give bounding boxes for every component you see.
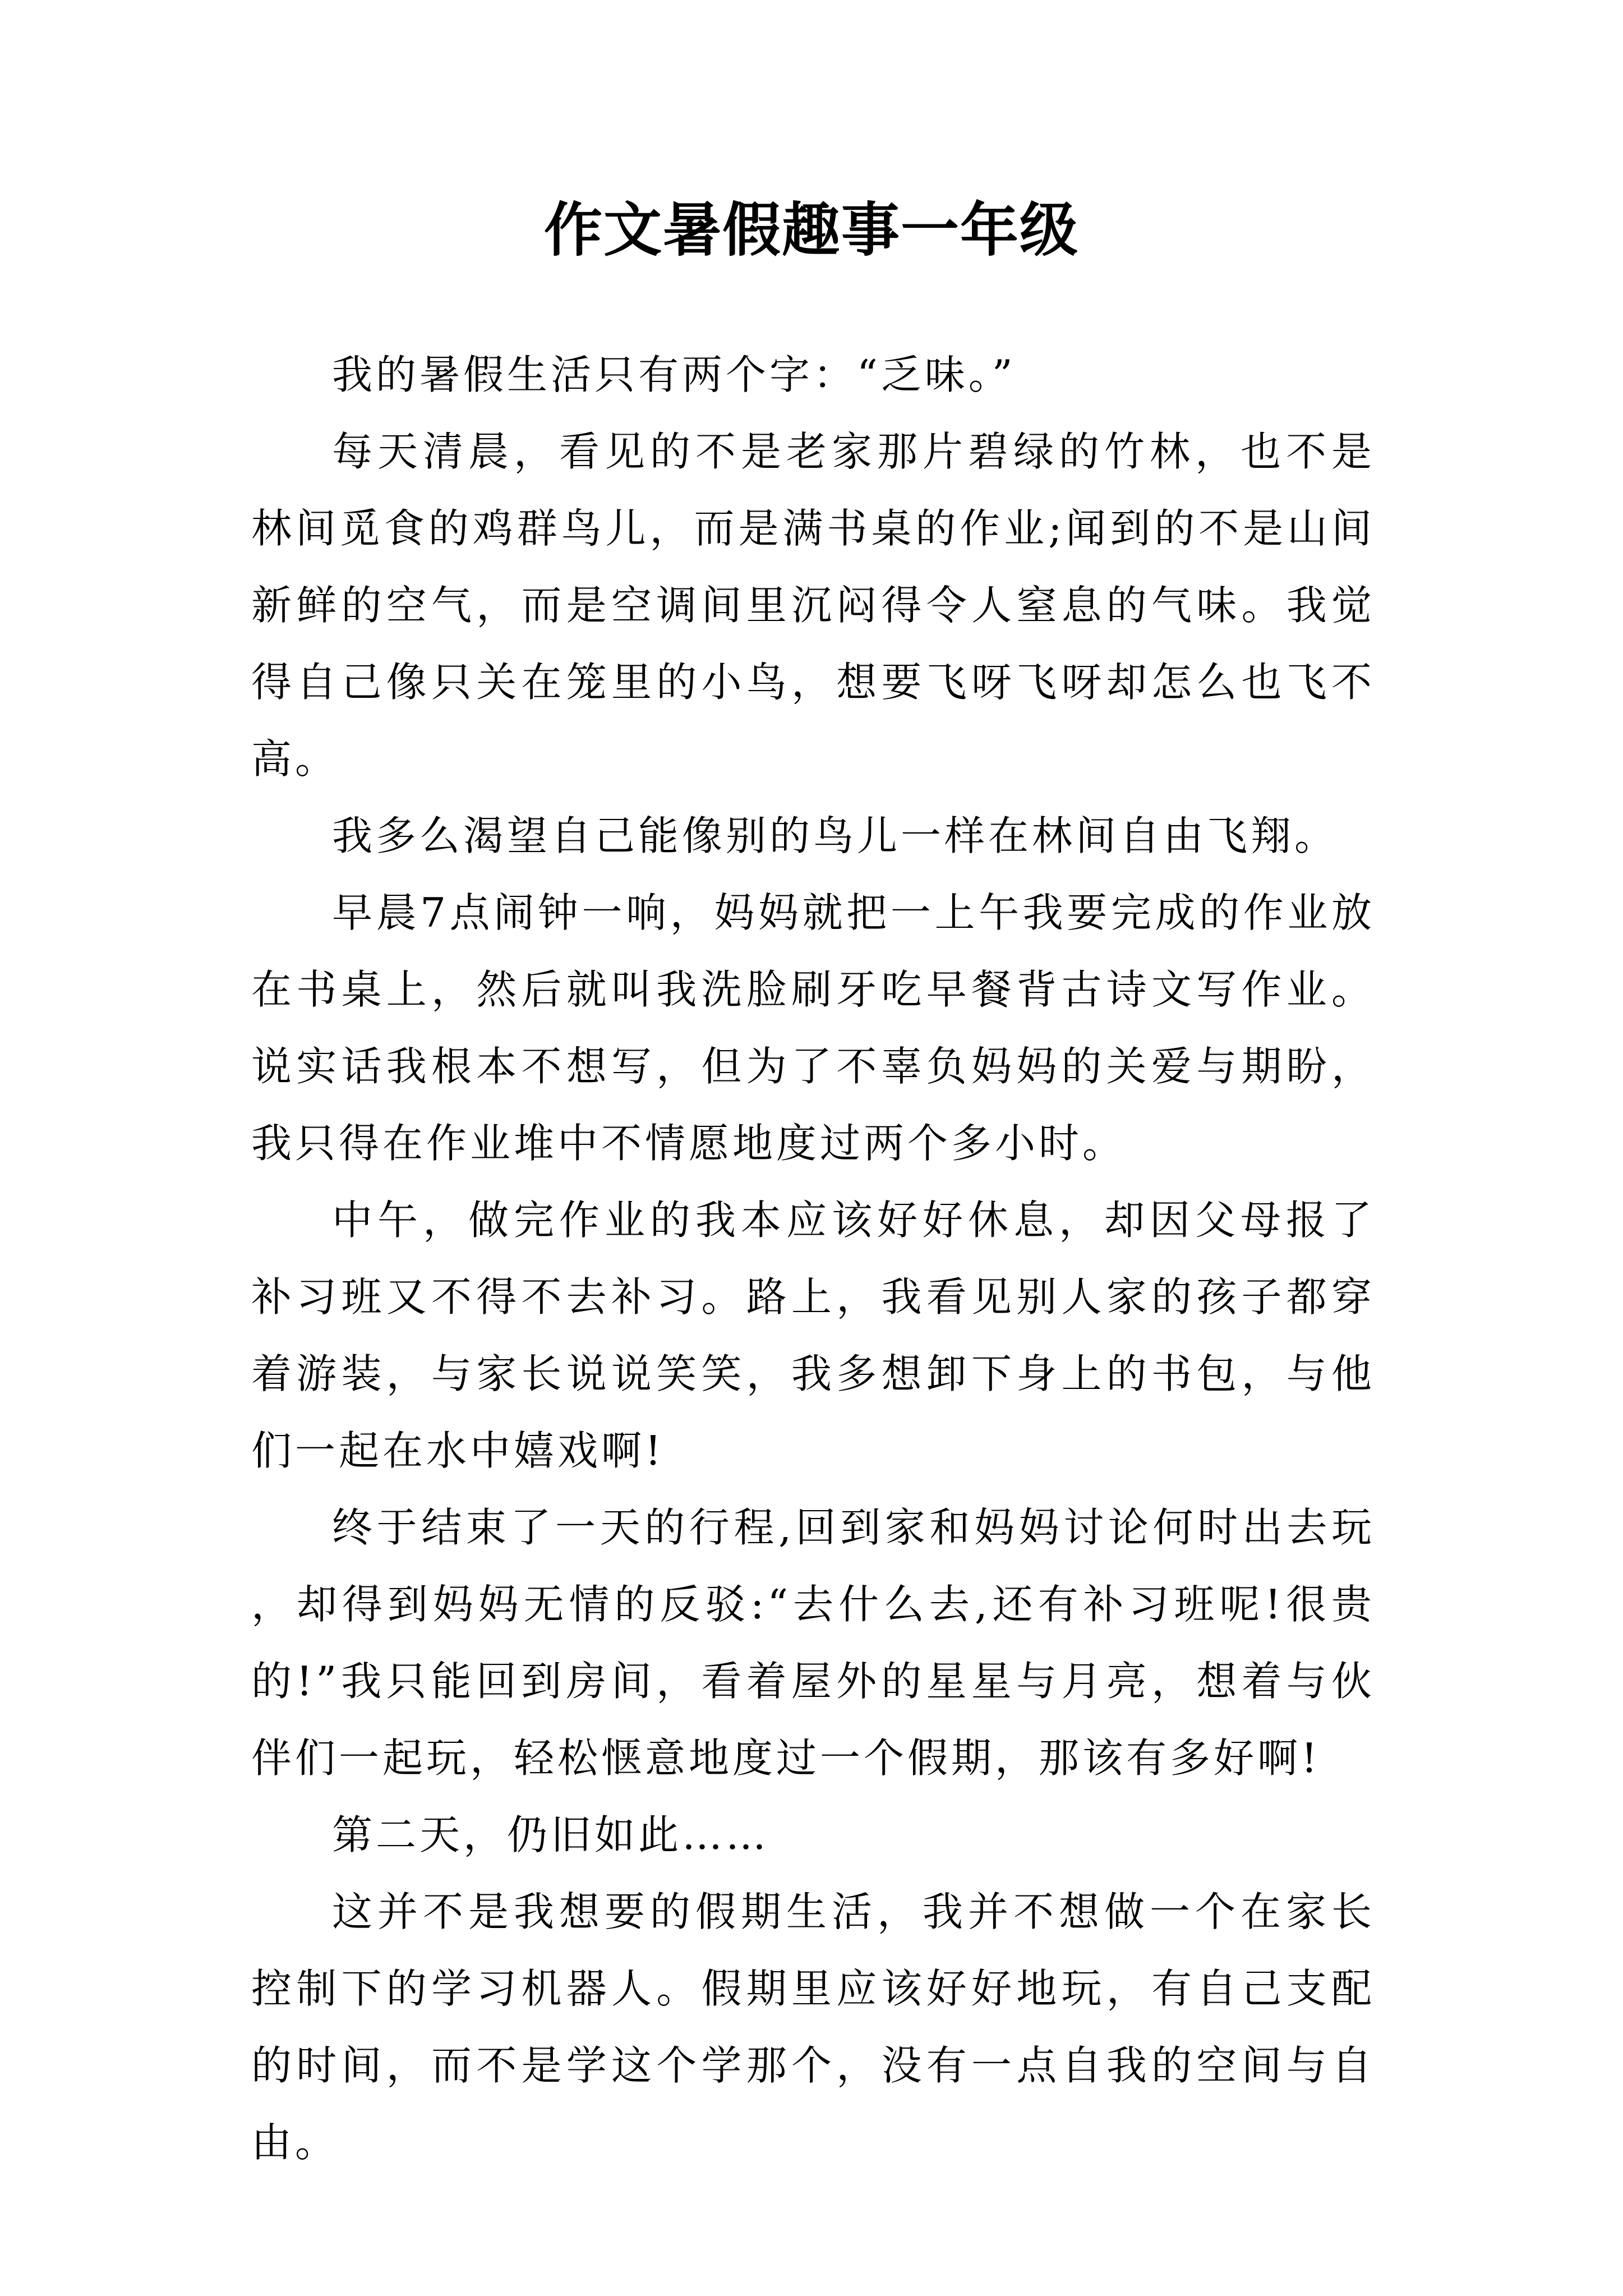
document-title: 作文暑假趣事一年级 xyxy=(543,195,1079,264)
paragraph-4: 早晨7点闹钟一响，妈妈就把一上午我要完成的作业放在书桌上，然后就叫我洗脸刷牙吃早餐背古诗文写作业。说实话我根本不想写，但为了不辜负妈妈的关爱与期盼，我只得在作业堆中不情愿地度过两个多小时。 xyxy=(251,889,1375,1167)
paragraph-6: 终于结束了一天的行程,回到家和妈妈讨论何时出去玩，却得到妈妈无情的反驳:“去什么去,还有补习班呢!很贵的!”我只能回到房间，看着屋外的星星与月亮，想着与伙伴们一起玩，轻松惬意地度过一个假期，那该有多好啊! xyxy=(251,1504,1375,1782)
paragraph-2: 每天清晨，看见的不是老家那片碧绿的竹林，也不是林间觅食的鸡群鸟儿，而是满书桌的作业;闻到的不是山间新鲜的空气，而是空调间里沉闷得令人窒息的气味。我觉得自己像只关在笼里的小鸟，想要飞呀飞呀却怎么也飞不高。 xyxy=(251,428,1375,783)
document-body xyxy=(251,337,1375,2181)
paragraph-3: 我多么渴望自己能像别的鸟儿一样在林间自由飞翔。 xyxy=(332,812,1339,859)
paragraph-1: 我的暑假生活只有两个字：“乏味。” xyxy=(332,351,1016,398)
paragraph-8: 这并不是我想要的假期生活，我并不想做一个在家长控制下的学习机器人。假期里应该好好地玩，有自己支配的时间，而不是学这个学那个，没有一点自我的空间与自由。 xyxy=(251,1888,1375,2166)
paragraph-5: 中午，做完作业的我本应该好好休息，却因父母报了补习班又不得不去补习。路上，我看见别人家的孩子都穿着游装，与家长说说笑笑，我多想卸下身上的书包，与他们一起在水中嬉戏啊! xyxy=(251,1197,1375,1474)
paragraph-7: 第二天，仍旧如此…… xyxy=(332,1811,770,1858)
